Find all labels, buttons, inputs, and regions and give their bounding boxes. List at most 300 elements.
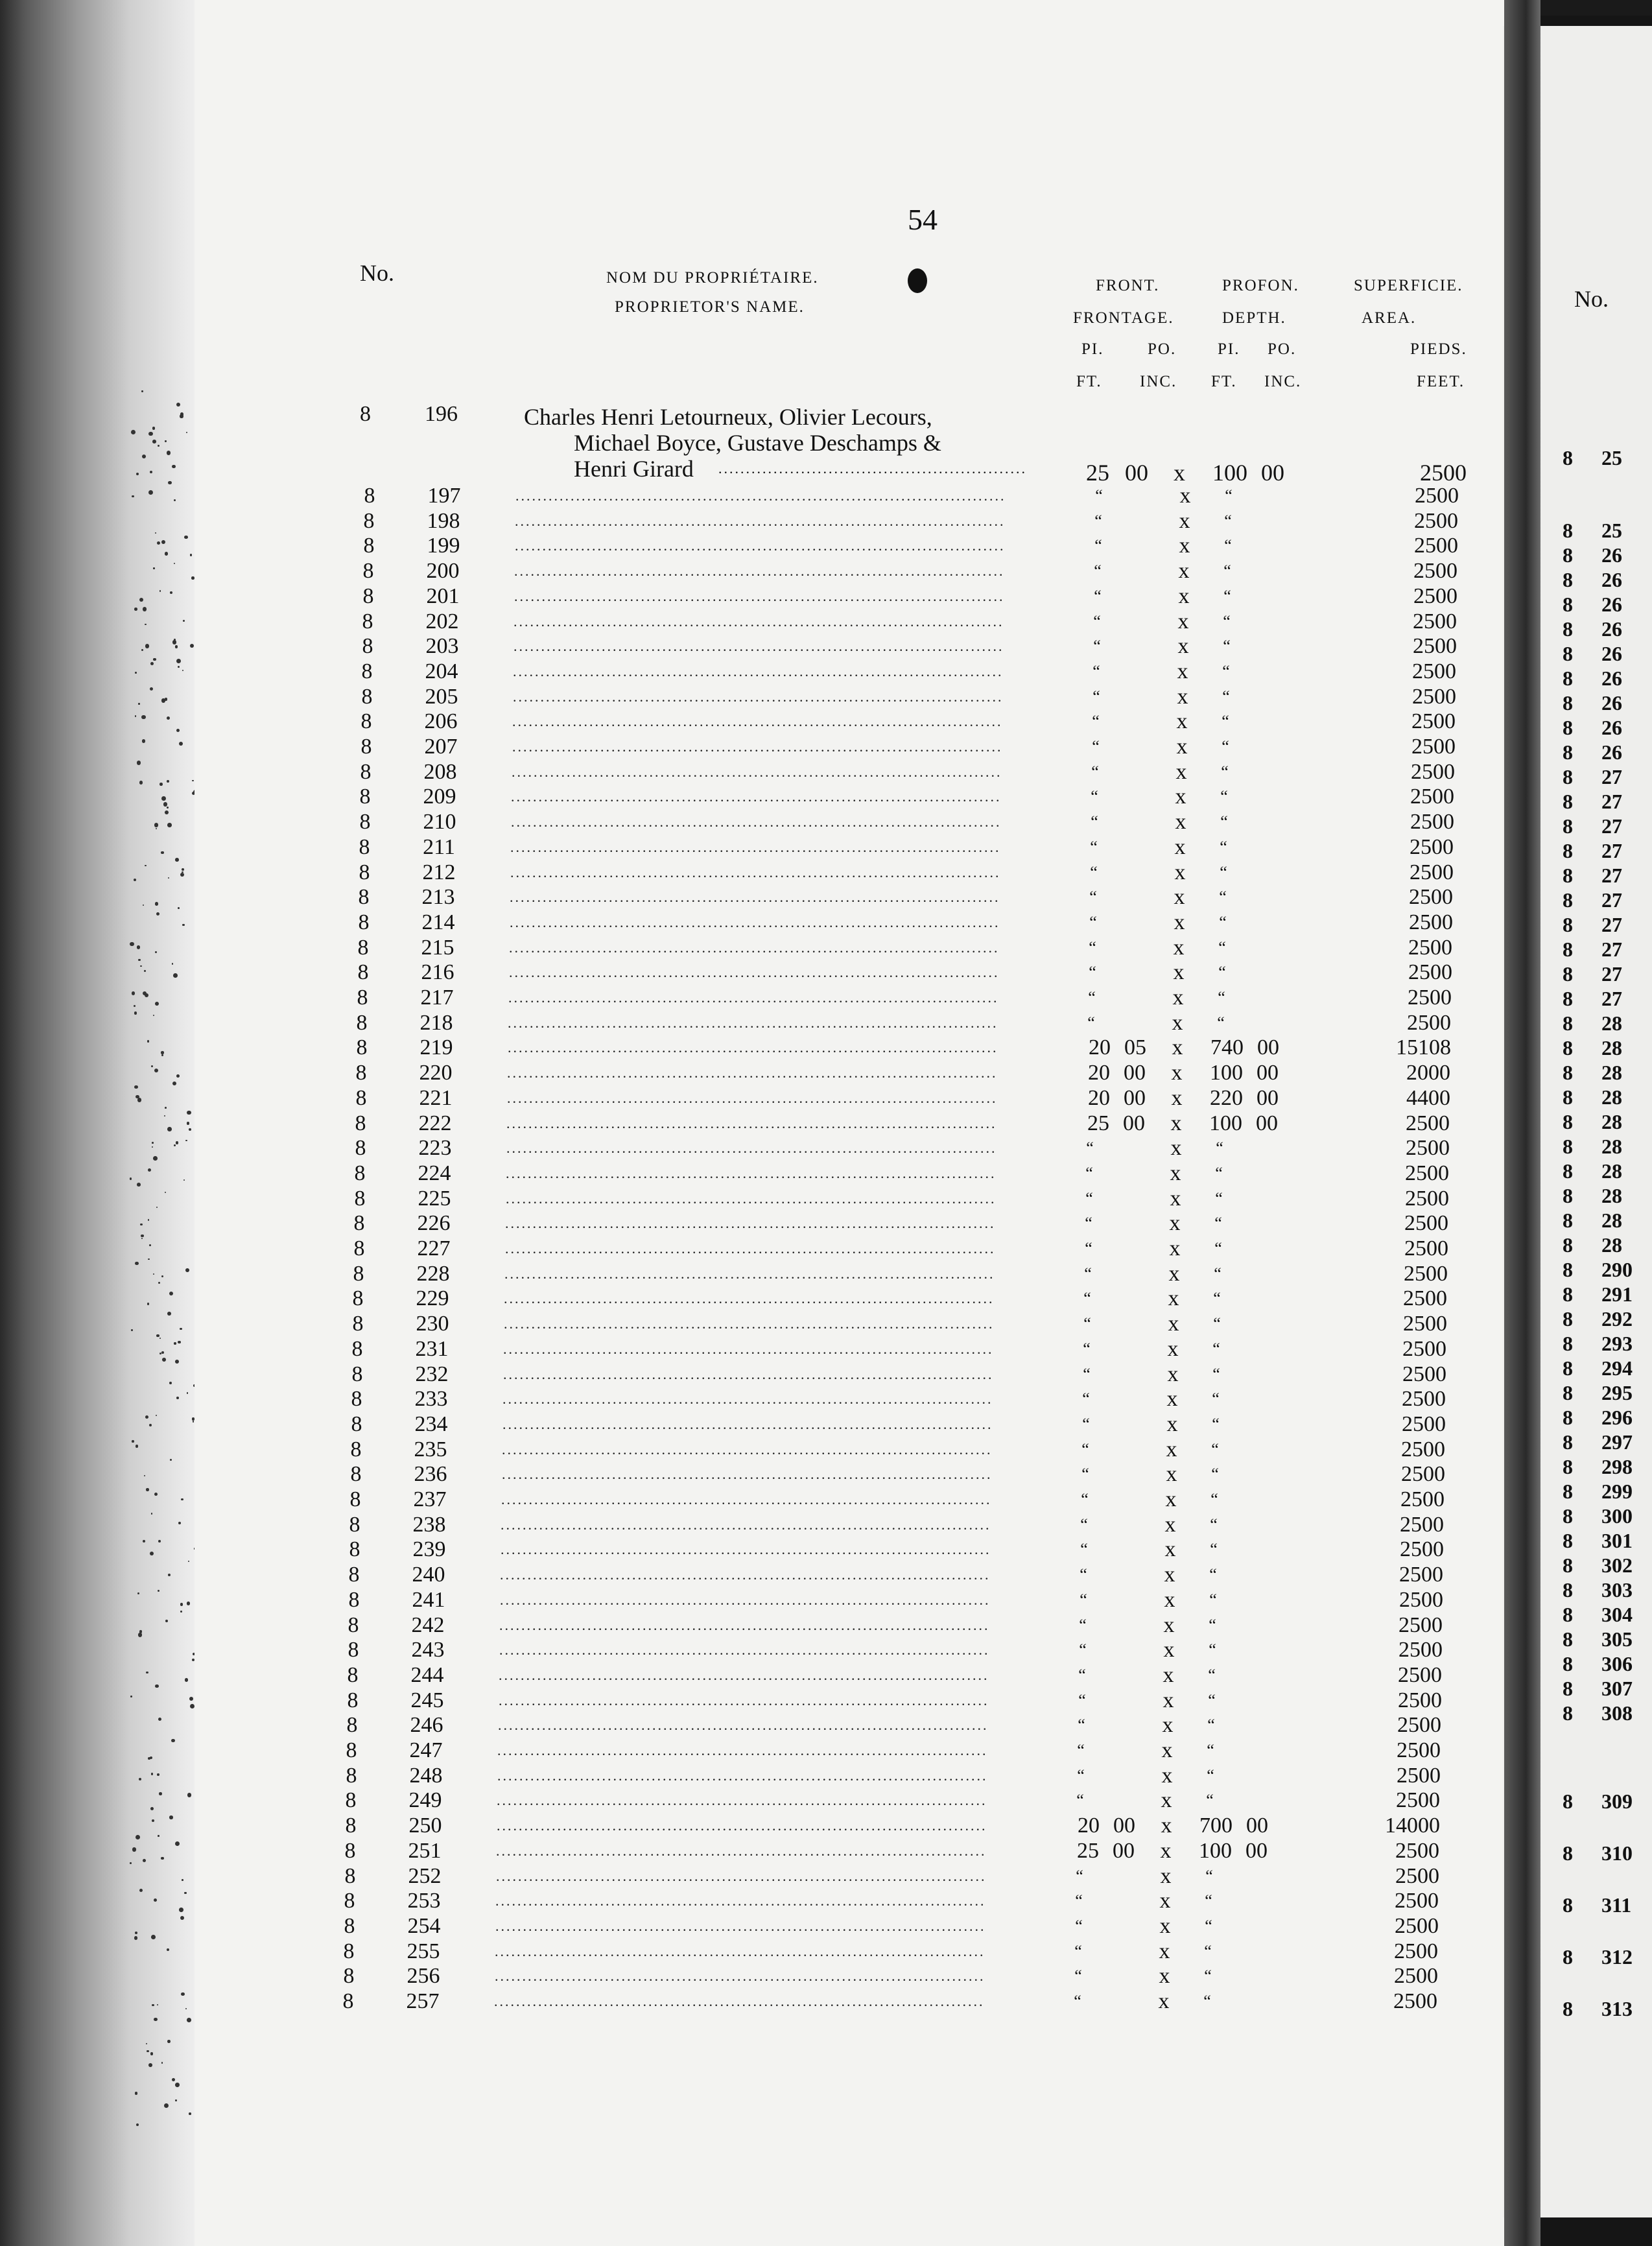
binding-speck xyxy=(164,1115,166,1117)
binding-speck xyxy=(192,780,194,782)
range-cell: 8 xyxy=(361,659,373,683)
x-cell: x xyxy=(1174,885,1185,910)
x-cell: x xyxy=(1168,1312,1179,1336)
binding-speck xyxy=(170,591,172,594)
binding-speck xyxy=(148,1168,151,1172)
range-cell: 8 xyxy=(346,1713,358,1738)
leader-dots: ......................................................................................... xyxy=(512,713,1003,730)
x-cell: x xyxy=(1159,1964,1170,1989)
binding-speck xyxy=(159,590,161,591)
binding-speck xyxy=(161,796,166,801)
front-ft-cell: “ xyxy=(1092,712,1100,731)
binding-speck xyxy=(159,1792,162,1795)
binding-speck xyxy=(176,729,180,732)
binding-speck xyxy=(131,1329,132,1330)
right-page-range: 8 xyxy=(1563,1085,1573,1109)
right-page-lot: 302 xyxy=(1601,1554,1633,1577)
area-cell: 14000 xyxy=(1385,1814,1440,1838)
area-cell: 2500 xyxy=(1400,1512,1444,1537)
binding-speck xyxy=(182,1879,183,1881)
leader-dots: ......................................................................................... xyxy=(508,989,999,1006)
binding-speck xyxy=(162,1358,166,1362)
range-cell: 8 xyxy=(356,1010,368,1035)
leader-dots: ......................................................................................... xyxy=(501,1516,991,1533)
binding-speck xyxy=(164,2103,169,2108)
right-page-lot: 27 xyxy=(1601,888,1622,912)
binding-speck xyxy=(189,1697,193,1701)
lot-cell: 240 xyxy=(412,1563,445,1587)
right-page-lot: 305 xyxy=(1601,1627,1633,1651)
binding-speck xyxy=(168,877,169,879)
depth-ft-cell: “ xyxy=(1210,1540,1218,1559)
range-cell: 8 xyxy=(362,609,373,633)
area-cell: 2500 xyxy=(1401,1462,1445,1487)
right-page-range: 8 xyxy=(1563,1430,1573,1454)
front-ft-cell: “ xyxy=(1083,1339,1091,1358)
header-name-fr: NOM DU PROPRIÉTAIRE. xyxy=(606,269,819,287)
range-cell: 8 xyxy=(352,1312,364,1336)
x-cell: x xyxy=(1163,1638,1175,1662)
lot-cell: 244 xyxy=(410,1662,444,1687)
lot-cell: 238 xyxy=(412,1512,446,1537)
leader-dots: ......................................................................................... xyxy=(494,1993,985,2009)
x-cell: x xyxy=(1170,1186,1181,1211)
right-page-range: 8 xyxy=(1563,716,1573,739)
front-ft-cell: “ xyxy=(1092,661,1100,681)
binding-speck xyxy=(148,490,153,495)
right-page-range: 8 xyxy=(1563,1945,1573,1968)
leader-dots: ......................................................................................... xyxy=(510,914,1000,930)
binding-speck xyxy=(189,2112,191,2115)
front-in-cell: 05 xyxy=(1124,1035,1146,1060)
leader-dots: ......................................................................................... xyxy=(515,512,1006,529)
owner-line-2: Michael Boyce, Gustave Deschamps & xyxy=(574,430,941,456)
lot-cell: 213 xyxy=(421,885,455,910)
range-cell: 8 xyxy=(359,810,371,834)
leader-dots: ......................................................................................... xyxy=(507,1065,998,1082)
lot-cell: 225 xyxy=(418,1186,451,1211)
right-page-lot: 26 xyxy=(1601,543,1622,567)
right-page-lot: 299 xyxy=(1601,1480,1633,1503)
depth-ft-cell: “ xyxy=(1214,1214,1222,1233)
area-cell: 2500 xyxy=(1406,1111,1450,1135)
area-cell: 2500 xyxy=(1412,659,1456,683)
range-cell: 8 xyxy=(344,1863,356,1888)
area-cell: 2500 xyxy=(1411,709,1456,734)
binding-speck xyxy=(163,802,167,806)
x-cell: x xyxy=(1176,709,1188,734)
binding-speck xyxy=(175,2099,176,2101)
right-page-lot: 28 xyxy=(1601,1184,1622,1207)
depth-ft-cell: “ xyxy=(1210,1490,1218,1509)
header-depth-pi: PI. xyxy=(1218,340,1240,358)
binding-speck xyxy=(155,532,156,534)
depth-ft-cell: 100 xyxy=(1209,1111,1242,1135)
leader-dots: ......................................................................................... xyxy=(495,1893,986,1909)
lot-cell: 208 xyxy=(423,759,457,784)
depth-ft-cell: “ xyxy=(1209,1590,1217,1609)
right-page-range: 8 xyxy=(1563,913,1573,936)
front-ft-cell: “ xyxy=(1075,1891,1083,1911)
right-page-lot: 28 xyxy=(1601,1061,1622,1084)
binding-speck xyxy=(152,440,156,443)
lot-cell: 230 xyxy=(416,1312,449,1336)
binding-speck xyxy=(185,1678,189,1682)
binding-speck xyxy=(158,1282,160,1284)
range-cell: 8 xyxy=(357,960,369,985)
area-cell: 2500 xyxy=(1394,1964,1438,1989)
area-cell: 2500 xyxy=(1404,1261,1448,1286)
leader-dots: ......................................................................................... xyxy=(510,889,1000,906)
x-cell: x xyxy=(1168,1286,1179,1311)
area-cell: 2500 xyxy=(1410,860,1454,884)
binding-speck xyxy=(148,1259,149,1260)
front-ft-cell: 20 xyxy=(1088,1085,1110,1110)
depth-in-cell: 00 xyxy=(1256,1111,1278,1135)
leader-dots: ......................................................................................... xyxy=(504,1290,995,1307)
x-cell: x xyxy=(1177,609,1189,633)
depth-ft-cell: 220 xyxy=(1210,1085,1243,1110)
front-ft-cell: “ xyxy=(1083,1364,1091,1384)
front-in-cell: 00 xyxy=(1113,1814,1135,1838)
depth-ft-cell: “ xyxy=(1205,1916,1212,1935)
depth-ft-cell: “ xyxy=(1211,1465,1219,1484)
binding-speck xyxy=(132,1847,137,1852)
front-ft-cell: “ xyxy=(1090,862,1098,882)
lot-cell: 203 xyxy=(425,634,459,659)
front-ft-cell: “ xyxy=(1080,1515,1088,1534)
lot-cell: 235 xyxy=(414,1437,447,1461)
binding-speck xyxy=(135,672,137,674)
leader-dots: ......................................................................................... xyxy=(510,838,1001,855)
binding-speck xyxy=(145,1415,148,1419)
binding-speck xyxy=(153,1273,155,1275)
range-cell: 8 xyxy=(360,735,372,759)
right-page-range: 8 xyxy=(1563,938,1573,961)
binding-speck xyxy=(131,430,136,434)
binding-speck xyxy=(139,1889,143,1892)
right-page-range: 8 xyxy=(1563,446,1573,469)
x-cell: x xyxy=(1172,1035,1183,1060)
right-page-range: 8 xyxy=(1563,568,1573,591)
right-page-range: 8 xyxy=(1563,814,1573,838)
leader-dots: ......................................................................................... xyxy=(501,1541,991,1558)
leader-dots: ......................................................................................... xyxy=(500,1566,991,1583)
header-area-pieds: PIEDS. xyxy=(1410,340,1467,358)
binding-speck xyxy=(176,1074,180,1078)
x-cell: x xyxy=(1173,935,1185,960)
front-ft-cell: 25 xyxy=(1087,1111,1109,1135)
right-page-lot: 25 xyxy=(1601,519,1622,542)
leader-dots: ......................................................................................... xyxy=(513,613,1004,630)
binding-speck xyxy=(148,1757,150,1760)
binding-speck xyxy=(152,2004,154,2006)
lot-cell: 204 xyxy=(425,659,458,683)
front-in-cell: 00 xyxy=(1113,1838,1135,1863)
binding-speck xyxy=(135,715,136,716)
header-front-pi: PI. xyxy=(1081,340,1104,358)
lot-cell: 248 xyxy=(409,1763,443,1788)
x-cell: x xyxy=(1161,1814,1172,1838)
binding-speck xyxy=(161,698,166,703)
depth-ft-cell: “ xyxy=(1213,1314,1221,1334)
depth-ft-cell: “ xyxy=(1207,1766,1214,1785)
binding-speck xyxy=(130,1862,132,1864)
right-page-range: 8 xyxy=(1563,1283,1573,1306)
binding-speck xyxy=(185,1268,189,1272)
lot-cell: 233 xyxy=(414,1387,448,1412)
lot-cell: 209 xyxy=(423,785,456,809)
binding-speck xyxy=(168,481,171,484)
binding-speck xyxy=(174,499,176,502)
front-ft-cell: “ xyxy=(1088,988,1096,1007)
x-cell: x xyxy=(1179,508,1190,533)
right-page-lot: 28 xyxy=(1601,1135,1622,1158)
binding-speck xyxy=(151,1513,153,1515)
depth-ft-cell: “ xyxy=(1221,712,1229,731)
binding-speck xyxy=(159,783,162,785)
binding-speck xyxy=(180,1611,182,1613)
front-ft-cell: “ xyxy=(1077,1741,1085,1760)
right-page-lot: 26 xyxy=(1601,716,1622,739)
binding-speck xyxy=(148,2063,152,2067)
x-cell: x xyxy=(1170,1111,1182,1135)
binding-speck xyxy=(161,851,163,854)
depth-ft-cell: “ xyxy=(1206,1791,1214,1810)
binding-speck xyxy=(132,991,136,995)
binding-speck xyxy=(138,1633,143,1637)
binding-speck xyxy=(157,541,160,545)
lot-cell: 198 xyxy=(427,508,460,533)
depth-in-cell: 00 xyxy=(1257,1061,1279,1085)
binding-speck xyxy=(167,1312,171,1316)
leader-dots: ......................................................................................... xyxy=(502,1415,993,1432)
range-cell: 8 xyxy=(359,860,370,884)
binding-speck xyxy=(149,1424,152,1426)
front-in-cell: 00 xyxy=(1124,1085,1146,1110)
leader-dots: ......................................................................................... xyxy=(495,1943,985,1959)
leader-dots: ......................................................................................... xyxy=(496,1842,987,1859)
leader-dots: ......................................................................................... xyxy=(499,1692,989,1708)
binding-speck xyxy=(152,427,156,430)
depth-ft-cell: “ xyxy=(1212,1339,1220,1358)
area-cell: 2500 xyxy=(1399,1587,1443,1612)
lot-cell: 227 xyxy=(417,1236,451,1260)
binding-speck xyxy=(172,2078,176,2082)
right-page-lot: 27 xyxy=(1601,790,1622,813)
binding-speck xyxy=(185,1140,187,1141)
front-ft-cell: “ xyxy=(1095,486,1103,505)
leader-dots: ......................................................................................... xyxy=(507,1089,998,1106)
right-page-lot: 27 xyxy=(1601,913,1622,936)
x-cell: x xyxy=(1164,1587,1175,1612)
x-cell: x xyxy=(1164,1563,1175,1587)
leader-dots: ......................................................................................... xyxy=(510,864,1001,881)
depth-ft-cell: “ xyxy=(1209,1640,1216,1660)
binding-speck xyxy=(155,951,157,953)
binding-speck xyxy=(175,2083,180,2087)
depth-ft-cell: “ xyxy=(1207,1741,1214,1760)
x-cell: x xyxy=(1177,634,1189,659)
range-cell: 8 xyxy=(353,1211,365,1236)
x-cell: x xyxy=(1163,1613,1175,1637)
binding-speck xyxy=(187,1392,189,1394)
lot-cell: 253 xyxy=(407,1889,441,1913)
lot-cell: 251 xyxy=(408,1838,442,1863)
lot-cell: 243 xyxy=(411,1638,445,1662)
binding-speck xyxy=(180,1603,183,1606)
right-page-lot: 298 xyxy=(1601,1455,1633,1478)
front-ft-cell: “ xyxy=(1091,787,1098,807)
binding-speck xyxy=(150,662,154,665)
leader-dots: ......................................................................................... xyxy=(504,1265,995,1282)
leader-dots: ......................................................................................... xyxy=(514,587,1005,604)
front-ft-cell: “ xyxy=(1089,963,1096,982)
binding-speck xyxy=(146,1672,148,1674)
right-page-range: 8 xyxy=(1563,790,1573,813)
binding-speck xyxy=(182,924,184,926)
area-cell: 2500 xyxy=(1414,508,1458,533)
header-depth-ft: FT. xyxy=(1211,373,1237,390)
binding-speck xyxy=(182,868,184,871)
lot-cell: 224 xyxy=(418,1161,451,1185)
range-cell: 8 xyxy=(351,1412,362,1436)
header-depth-fr: PROFON. xyxy=(1222,277,1299,294)
front-ft-cell: “ xyxy=(1089,888,1097,907)
lot-cell: 206 xyxy=(424,709,458,734)
area-cell: 2500 xyxy=(1394,1939,1438,1963)
x-cell: x xyxy=(1179,534,1190,558)
range-cell: 8 xyxy=(348,1638,359,1662)
range-cell: 8 xyxy=(362,559,374,584)
x-cell: x xyxy=(1166,1387,1178,1412)
binding-speck xyxy=(190,644,194,648)
front-ft-cell: 20 xyxy=(1088,1061,1110,1085)
front-ft-cell: “ xyxy=(1089,912,1097,932)
binding-speck xyxy=(172,1082,177,1086)
binding-speck xyxy=(161,1051,163,1054)
binding-speck xyxy=(134,1936,137,1939)
right-page-range: 8 xyxy=(1563,543,1573,567)
front-in-cell: 00 xyxy=(1124,1061,1146,1085)
binding-speck xyxy=(134,1085,138,1089)
front-ft-cell: “ xyxy=(1080,1540,1088,1559)
right-page-lot: 26 xyxy=(1601,667,1622,690)
binding-speck xyxy=(169,1292,174,1296)
right-page-lot: 297 xyxy=(1601,1430,1633,1454)
depth-ft-cell: “ xyxy=(1222,687,1230,706)
x-cell: x xyxy=(1171,1085,1183,1110)
area-cell: 2500 xyxy=(1402,1336,1446,1361)
area-cell: 2500 xyxy=(1395,1838,1439,1863)
header-front-en: FRONTAGE. xyxy=(1073,309,1174,327)
right-page-lot: 310 xyxy=(1601,1841,1633,1865)
lot-cell: 250 xyxy=(408,1814,442,1838)
binding-speck xyxy=(161,1351,164,1354)
depth-ft-cell: “ xyxy=(1224,511,1232,530)
binding-speck xyxy=(167,780,169,783)
right-page-range: 8 xyxy=(1563,1307,1573,1330)
lot-cell: 236 xyxy=(414,1462,447,1487)
depth-ft-cell: “ xyxy=(1212,1364,1220,1384)
area-cell: 2500 xyxy=(1412,684,1456,709)
x-cell: x xyxy=(1173,960,1185,985)
binding-speck xyxy=(178,666,180,668)
right-page-range: 8 xyxy=(1563,1406,1573,1429)
binding-speck xyxy=(156,1415,157,1416)
binding-speck xyxy=(136,473,139,475)
front-ft-cell: “ xyxy=(1077,1766,1085,1785)
binding-speck xyxy=(156,828,158,830)
lot-cell: 216 xyxy=(421,960,454,985)
leader-dots: ......................................................................................... xyxy=(515,488,1006,504)
right-page-lot: 292 xyxy=(1601,1307,1633,1330)
depth-ft-cell: 700 xyxy=(1199,1814,1233,1838)
binding-speck xyxy=(154,1898,157,1902)
binding-speck xyxy=(152,1819,154,1822)
area-cell: 2500 xyxy=(1404,1236,1448,1260)
lot-cell: 228 xyxy=(416,1261,450,1286)
depth-ft-cell: “ xyxy=(1220,837,1227,857)
right-page-lot: 27 xyxy=(1601,938,1622,961)
x-cell: x xyxy=(1175,759,1187,784)
depth-ft-cell: “ xyxy=(1217,1013,1225,1032)
binding-speck xyxy=(190,554,193,556)
lot-cell: 252 xyxy=(408,1863,442,1888)
binding-speck xyxy=(167,451,171,455)
front-ft-cell: “ xyxy=(1081,1465,1089,1484)
binding-speck xyxy=(151,1065,153,1067)
right-page-lot: 27 xyxy=(1601,864,1622,887)
binding-speck xyxy=(148,1219,150,1221)
binding-speck xyxy=(144,1475,145,1476)
owner-leader-dots: ........................................................ xyxy=(718,460,1027,477)
right-page-range: 8 xyxy=(1563,1110,1573,1133)
binding-speck xyxy=(152,1146,153,1148)
lot-cell: 202 xyxy=(425,609,459,633)
area-cell: 2500 xyxy=(1401,1437,1445,1461)
right-page-range: 8 xyxy=(1563,1529,1573,1552)
front-ft-cell: 20 xyxy=(1089,1035,1111,1060)
header-area-feet: FEET. xyxy=(1417,373,1465,390)
range-cell: 8 xyxy=(350,1462,362,1487)
range-cell: 8 xyxy=(362,584,374,608)
lot-cell: 255 xyxy=(407,1939,440,1963)
binding-speck xyxy=(153,658,156,661)
area-cell: 2500 xyxy=(1408,960,1452,985)
binding-speck xyxy=(182,670,183,671)
right-page-lot: 28 xyxy=(1601,1036,1622,1059)
area-cell: 2000 xyxy=(1406,1061,1450,1085)
depth-in-cell: 00 xyxy=(1257,1035,1279,1060)
range-cell: 8 xyxy=(347,1688,359,1712)
depth-ft-cell: “ xyxy=(1212,1414,1220,1434)
binding-speck xyxy=(137,1098,142,1102)
binding-speck xyxy=(153,1156,158,1161)
binding-speck xyxy=(145,644,149,648)
front-ft-cell: 25 xyxy=(1077,1838,1099,1863)
x-cell: x xyxy=(1158,1989,1170,2013)
leader-dots: ......................................................................................... xyxy=(506,1115,997,1131)
range-cell: 8 xyxy=(354,1186,366,1211)
binding-speck xyxy=(165,440,166,442)
depth-ft-cell: “ xyxy=(1225,486,1233,505)
depth-ft-cell: “ xyxy=(1205,1891,1212,1911)
binding-speck xyxy=(155,1684,158,1688)
depth-ft-cell: “ xyxy=(1204,1967,1212,1986)
lot-cell: 246 xyxy=(410,1713,443,1738)
leader-dots: ......................................................................................... xyxy=(499,1642,990,1659)
